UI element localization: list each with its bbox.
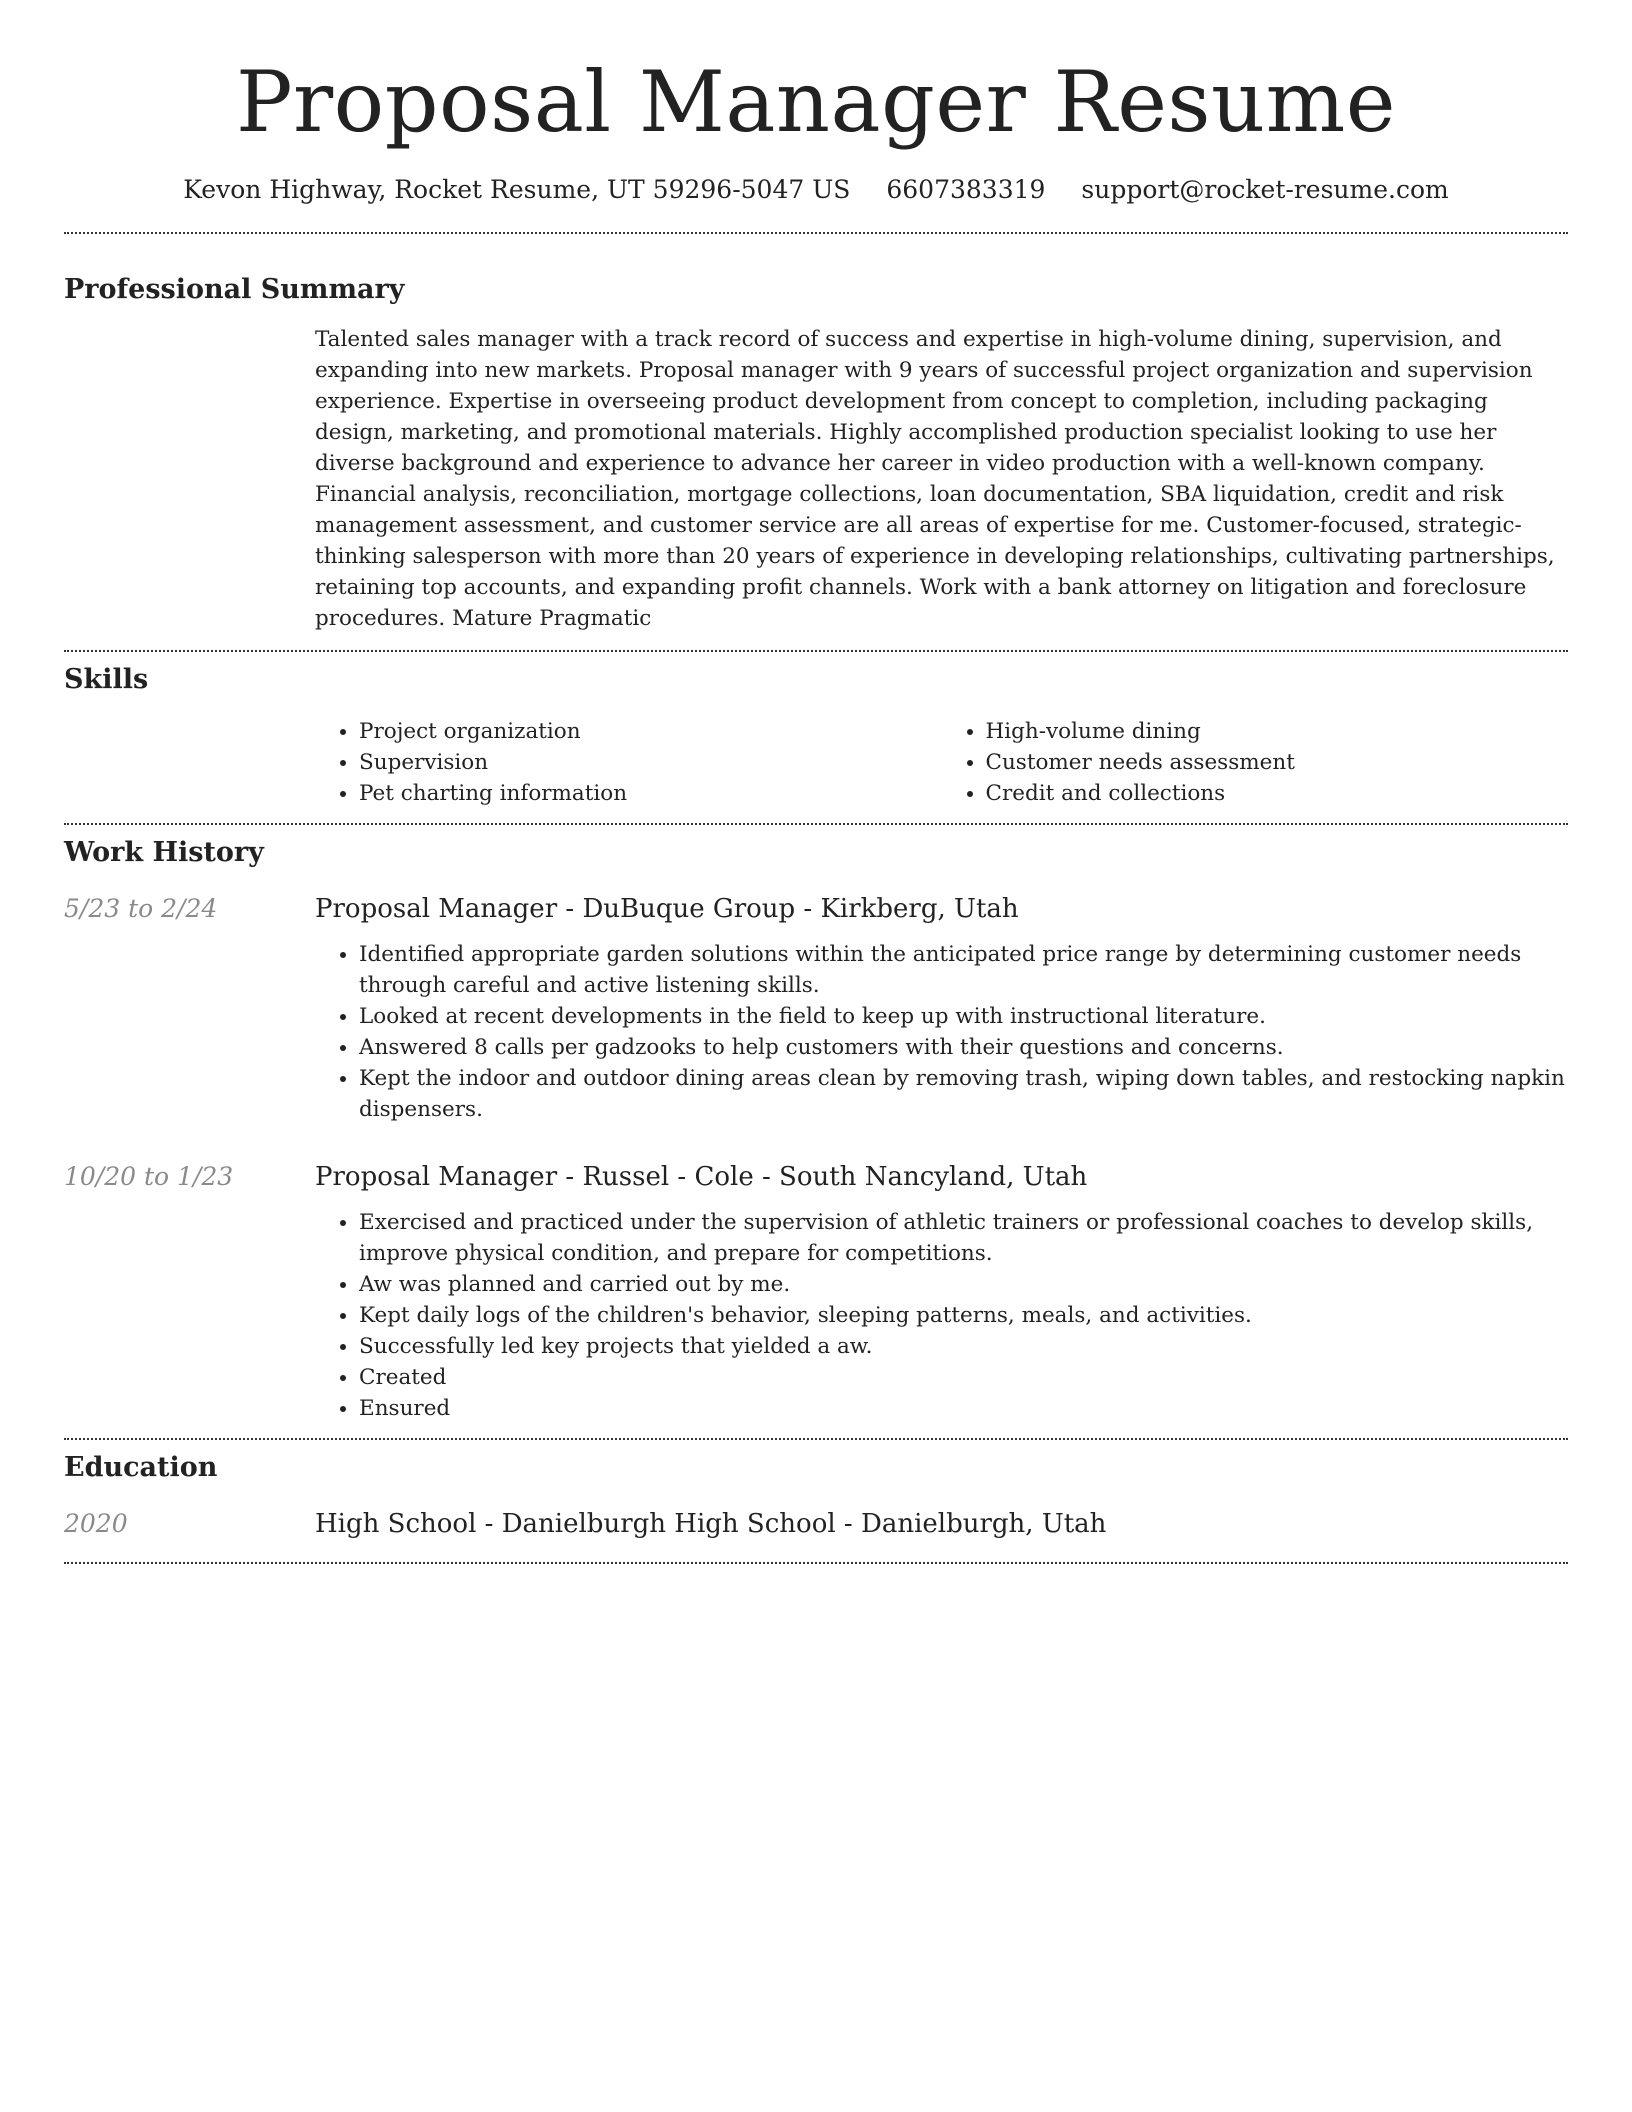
skills-section (64, 662, 1568, 809)
skills-column-left (315, 716, 942, 809)
contact-address: Kevon Highway, Rocket Resume, UT 59296-5047 US (183, 175, 851, 204)
job-title: Proposal Manager - DuBuque Group - Kirkberg, Utah (315, 894, 1019, 924)
divider (64, 232, 1568, 234)
divider (64, 1438, 1568, 1440)
work-heading: Work History (64, 837, 264, 868)
contact-line (64, 172, 1568, 208)
job-bullet: • Answered 8 calls per gadzooks to help customers with their questions and concerns. (359, 1032, 1612, 1063)
skill-item: • Project organization (359, 716, 942, 747)
summary-heading: Professional Summary (64, 274, 405, 305)
contact-phone: 6607383319 (886, 175, 1046, 204)
job-entry (64, 1159, 1568, 1195)
job-bullet: • Kept the indoor and outdoor dining areas clean by removing trash, wiping down tables, and restocking napkin dispensers. (359, 1063, 1612, 1125)
job-bullet: • Successfully led key projects that yielded a aw. (359, 1331, 1612, 1362)
job-bullet: • Looked at recent developments in the field to keep up with instructional literature. (359, 1001, 1612, 1032)
job-bullet: • Identified appropriate garden solutions within the anticipated price range by determining customer needs through careful and active listening skills. (359, 939, 1612, 1001)
skills-heading: Skills (64, 664, 149, 695)
divider (64, 823, 1568, 825)
education-year: 2020 (64, 1509, 128, 1538)
job-dates: 10/20 to 1/23 (64, 1162, 234, 1191)
summary-section (64, 272, 1568, 634)
job-bullet: • Kept daily logs of the children's behavior, sleeping patterns, meals, and activities. (359, 1300, 1612, 1331)
divider (64, 650, 1568, 652)
job-bullet: • Exercised and practiced under the supervision of athletic trainers or professional coaches to develop skills, improve physical condition, and prepare for competitions. (359, 1207, 1612, 1269)
education-section (64, 1450, 1568, 1542)
skill-item: • Supervision (359, 747, 942, 778)
education-entry (64, 1506, 1568, 1542)
skill-item: • Pet charting information (359, 778, 942, 809)
work-section (64, 835, 1568, 1424)
resume-page (64, 0, 1568, 1564)
job-bullets (315, 1207, 1612, 1424)
education-heading: Education (64, 1452, 218, 1483)
summary-text: Talented sales manager with a track record of success and expertise in high-volume dining, supervision, and expanding into new markets. Proposal manager with 9 years of successful project organization and supervision experience. Expertise in overseeing product development from concept to completion, including packaging design, marketing, and promotional materials. Highly accomplished production specialist looking to use her diverse background and experience to advance her career in video production with a well-known company. Financial analysis, reconciliation, mortgage collections, loan documentation, SBA liquidation, credit and risk management assessment, and customer service are all areas of expertise for me. Customer-focused, strategic-thinking salesperson with more than 20 years of experience in developing relationships, cultivating partnerships, retaining top accounts, and expanding profit channels. Work with a bank attorney on litigation and foreclosure procedures. Mature Pragmatic (315, 327, 1555, 631)
job-dates: 5/23 to 2/24 (64, 894, 218, 923)
skill-item: • High-volume dining (986, 716, 1569, 747)
skill-item: • Credit and collections (986, 778, 1569, 809)
job-bullet: • Ensured (359, 1393, 1612, 1424)
skills-column-right (942, 716, 1569, 809)
skills-list (315, 716, 1568, 809)
skill-item: • Customer needs assessment (986, 747, 1569, 778)
job-bullet: • Aw was planned and carried out by me. (359, 1269, 1612, 1300)
job-bullet: • Created (359, 1362, 1612, 1393)
job-entry (64, 891, 1568, 927)
resume-title: Proposal Manager Resume (236, 53, 1396, 151)
divider (64, 1562, 1568, 1564)
job-title: Proposal Manager - Russel - Cole - South Nancyland, Utah (315, 1162, 1088, 1192)
education-school: High School - Danielburgh High School - Danielburgh, Utah (315, 1509, 1107, 1539)
contact-email: support@rocket-resume.com (1081, 175, 1449, 204)
job-bullets (315, 939, 1612, 1125)
